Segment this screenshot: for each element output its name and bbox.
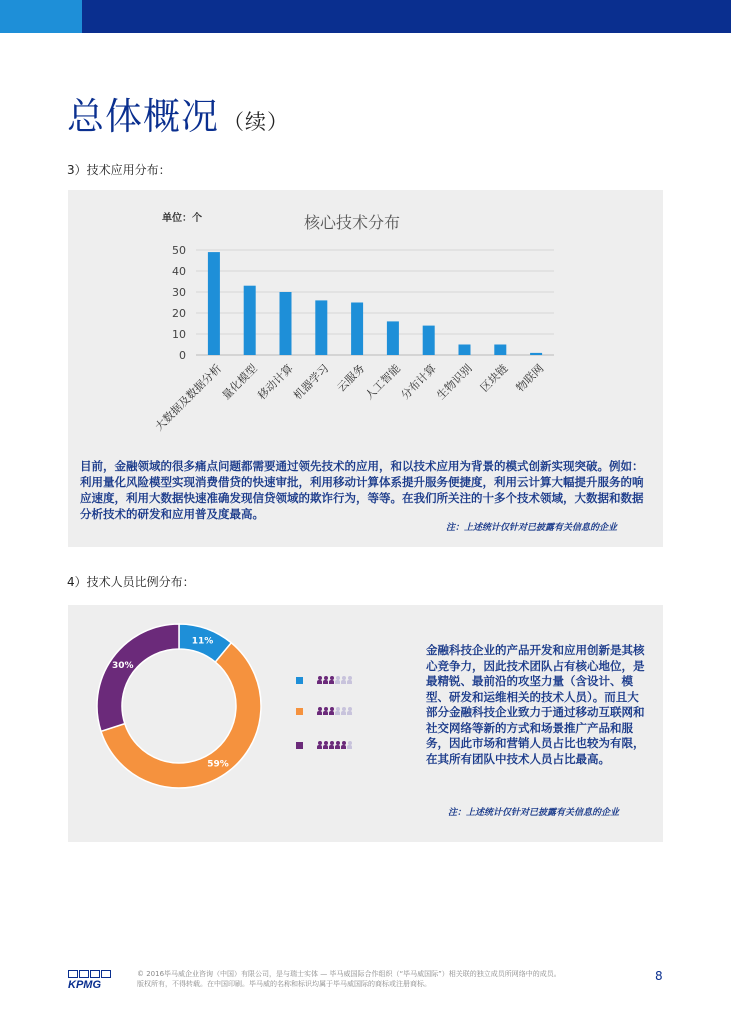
bar: [530, 353, 542, 355]
legend-row: [296, 707, 353, 715]
legend-swatch: [296, 742, 303, 749]
person-icon: [329, 741, 334, 749]
x-tick-label: 物联网: [513, 361, 547, 395]
x-tick-label: 云服务: [334, 361, 368, 395]
x-tick-label: 机器学习: [291, 361, 332, 403]
donut-slice-label: 11%: [191, 636, 214, 647]
donut-slice-label: 30%: [111, 661, 134, 672]
x-tick-label: 大数据及数据分析: [152, 361, 225, 434]
x-tick-label: 移动计算: [255, 361, 296, 403]
y-tick-label: 40: [172, 265, 186, 278]
y-tick-label: 0: [179, 349, 186, 362]
x-tick-label: 分布计算: [398, 361, 439, 403]
tech-distribution-note: 目前，金融领域的很多痛点问题都需要通过领先技术的应用，和以技术应用为背景的模式创新实现突破。例如：利用量化风险模型实现消费借贷的快速审批，利用移动计算体系提升服务便捷度，利用云计算大幅提升服务的响应速度，利用大数据快速准确发现信贷领域的欺诈行为，等等。在我们所关注的十多个技术领域，大数据和数据分析技术的研发和应用普及度最高。: [80, 459, 644, 521]
person-icon: [341, 676, 346, 684]
bar-chart-panel: [68, 190, 663, 547]
page-title-suffix: （续）: [223, 110, 289, 134]
legend-row: [296, 741, 353, 749]
x-tick-label: 人工智能: [362, 361, 404, 403]
legend-people-icons: [317, 676, 353, 684]
header-bar-accent: [0, 0, 82, 33]
person-icon: [323, 676, 328, 684]
bar: [244, 286, 256, 355]
footer-copyright-line1: © 2016毕马威企业咨询（中国）有限公司，是与瑞士实体 — 毕马威国际合作组织（“毕马威国际”）相关联的独立成员所网络中的成员。: [137, 970, 561, 978]
donut-slice: [97, 624, 179, 731]
tech-staff-footnote: 注：上述统计仅针对已披露有关信息的企业: [448, 808, 620, 818]
person-icon: [317, 707, 322, 715]
section-heading-tech-staff-ratio: 4）技术人员比例分布：: [67, 575, 195, 589]
donut-slice-label: 59%: [207, 759, 229, 770]
bar: [208, 252, 220, 355]
person-icon: [347, 676, 352, 684]
donut-chart: [68, 605, 268, 842]
bar: [351, 303, 363, 356]
x-tick-label: 量化模型: [219, 361, 260, 403]
y-tick-label: 50: [172, 244, 186, 257]
legend-row: [296, 676, 353, 684]
person-icon: [329, 676, 334, 684]
bar: [315, 300, 327, 355]
header-bar: [82, 0, 731, 33]
footer-copyright: [137, 969, 561, 989]
page-number: 8: [655, 969, 663, 983]
person-icon: [335, 741, 340, 749]
legend-swatch: [296, 677, 303, 684]
person-icon: [323, 707, 328, 715]
person-icon: [317, 741, 322, 749]
bar-chart: [68, 190, 663, 450]
y-tick-label: 10: [172, 328, 186, 341]
chart-title: 核心技术分布: [303, 213, 401, 232]
legend-people-icons: [317, 707, 353, 715]
person-icon: [347, 707, 352, 715]
person-icon: [335, 707, 340, 715]
y-tick-label: 30: [172, 286, 186, 299]
bar: [280, 292, 292, 355]
page-title-text: 总体概况: [67, 95, 219, 138]
legend-people-icons: [317, 741, 353, 749]
person-icon: [347, 741, 352, 749]
kpmg-logo: [68, 970, 114, 991]
donut-chart-panel: [68, 605, 663, 842]
bar: [423, 326, 435, 355]
y-tick-label: 20: [172, 307, 186, 320]
person-icon: [323, 741, 328, 749]
bar: [459, 345, 471, 356]
footer-copyright-line2: 版权所有，不得转载。在中国印刷。毕马威的名称和标识均属于毕马威国际的商标或注册商标。: [137, 980, 431, 988]
x-tick-label: 区块链: [477, 361, 511, 395]
chart-unit-label: 单位：个: [162, 213, 202, 224]
section-heading-tech-distribution: 3）技术应用分布：: [67, 163, 171, 177]
page-title: [67, 86, 289, 140]
bar: [494, 345, 506, 356]
tech-distribution-footnote: 注：上述统计仅针对已披露有关信息的企业: [446, 523, 618, 533]
person-icon: [329, 707, 334, 715]
person-icon: [341, 707, 346, 715]
kpmg-logo-boxes: [68, 970, 114, 978]
person-icon: [335, 676, 340, 684]
tech-staff-description: 金融科技企业的产品开发和应用创新是其核心竞争力，因此技术团队占有核心地位，是最精锐、最前沿的攻坚力量（含设计、模型、研发和运维相关的技术人员）。而且大部分金融科技企业致力于通过移动互联网和社交网络等新的方式和场景推广产品和服务，因此市场和营销人员占比也较为有限，在其所有团队中技术人员占比最高。: [426, 643, 645, 766]
legend-swatch: [296, 708, 303, 715]
x-tick-label: 生物识别: [434, 361, 475, 403]
kpmg-logo-text: KPMG: [68, 979, 101, 991]
bar: [387, 321, 399, 355]
person-icon: [341, 741, 346, 749]
person-icon: [317, 676, 322, 684]
